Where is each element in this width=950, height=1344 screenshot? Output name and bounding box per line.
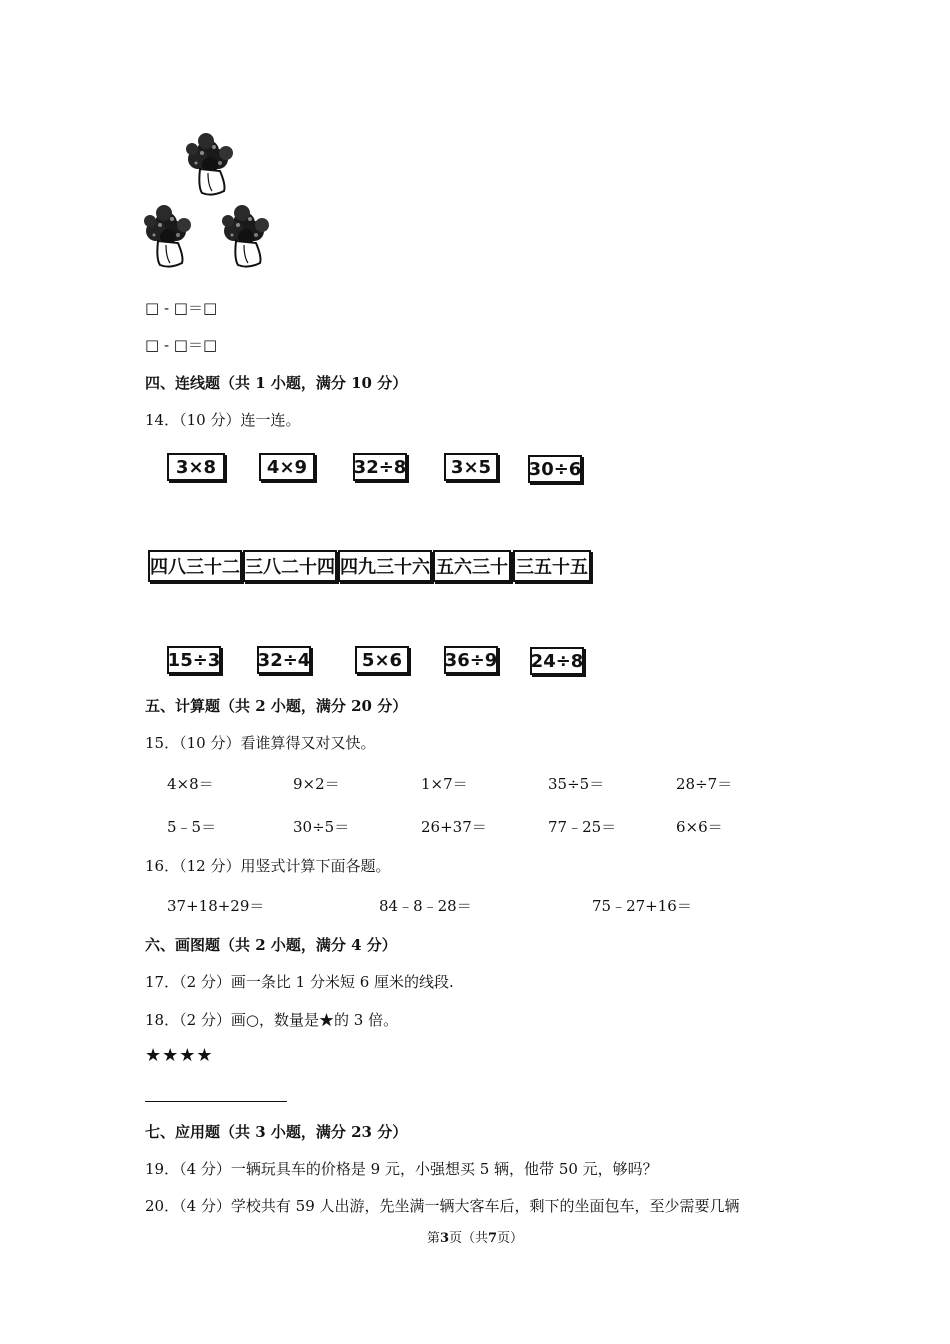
calc-item: 9×2＝ [293,775,340,793]
match-bottom-card[interactable]: 24÷8 [530,647,584,675]
calc-item: 30÷5＝ [293,818,350,836]
section-heading-5: 五、计算题（共 2 小题，满分 20 分） [145,697,408,715]
cabbage-illustration [140,125,290,280]
section-heading-6: 六、画图题（共 2 小题，满分 4 分） [145,936,397,954]
question-16: 16．（12 分）用竖式计算下面各题。 [145,857,391,875]
calc-item: 26+37＝ [421,818,487,836]
match-middle-card[interactable]: 五六三十 [433,550,511,582]
match-top-card[interactable]: 4×9 [259,453,315,481]
match-middle-card[interactable]: 三五十五 [513,550,591,582]
match-bottom-card[interactable]: 36÷9 [444,646,498,674]
calc-item: 6×6＝ [676,818,723,836]
question-14: 14．（10 分）连一连。 [145,411,301,429]
match-bottom-card[interactable]: 15÷3 [167,646,221,674]
match-middle-card[interactable]: 三八二十四 [243,550,337,582]
equation-line-2: □ - □＝□ [145,336,218,354]
page-footer [0,1227,950,1246]
question-18: 18．（2 分）画○，数量是★的 3 倍。 [145,1011,399,1029]
section-heading-7: 七、应用题（共 3 小题，满分 23 分） [145,1123,408,1141]
footer-middle: 页（共 [448,1231,488,1246]
calc-item: 4×8＝ [167,775,214,793]
match-top-card[interactable]: 3×5 [444,453,498,481]
match-top-card[interactable]: 3×8 [167,453,225,481]
footer-suffix: 页） [497,1231,524,1246]
calc-item: 5﹣5＝ [167,818,217,836]
match-middle-card[interactable]: 四八三十二 [148,550,242,582]
calc-item: 1×7＝ [421,775,468,793]
calc-item: 28÷7＝ [676,775,733,793]
match-bottom-card[interactable]: 5×6 [355,646,409,674]
calc-item: 77﹣25＝ [548,818,617,836]
answer-line [145,1101,287,1102]
vertical-calc-item: 37+18+29＝ [167,897,265,915]
question-19: 19．（4 分）一辆玩具车的价格是 9 元，小强想买 5 辆，他带 50 元，够吗？ [145,1160,658,1178]
match-top-card[interactable]: 30÷6 [528,455,582,483]
calc-item: 35÷5＝ [548,775,605,793]
equation-line-1: □ - □＝□ [145,299,218,317]
footer-page-number: 3 [439,1231,449,1246]
question-17: 17．（2 分）画一条比 1 分米短 6 厘米的线段. [145,973,454,991]
section-heading-4: 四、连线题（共 1 小题，满分 10 分） [145,374,408,392]
question-20: 20．（4 分）学校共有 59 人出游，先坐满一辆大客车后，剩下的坐面包车，至少需要几辆 [145,1197,740,1215]
vertical-calc-item: 75﹣27+16＝ [592,897,692,915]
match-bottom-card[interactable]: 32÷4 [257,646,311,674]
vertical-calc-item: 84﹣8﹣28＝ [379,897,472,915]
footer-prefix: 第 [426,1231,440,1246]
star-row: ★★★★ [145,1045,214,1066]
match-top-card[interactable]: 32÷8 [353,453,407,481]
match-middle-card[interactable]: 四九三十六 [338,550,432,582]
question-15: 15．（10 分）看谁算得又对又快。 [145,734,376,752]
footer-total-pages: 7 [488,1231,498,1246]
